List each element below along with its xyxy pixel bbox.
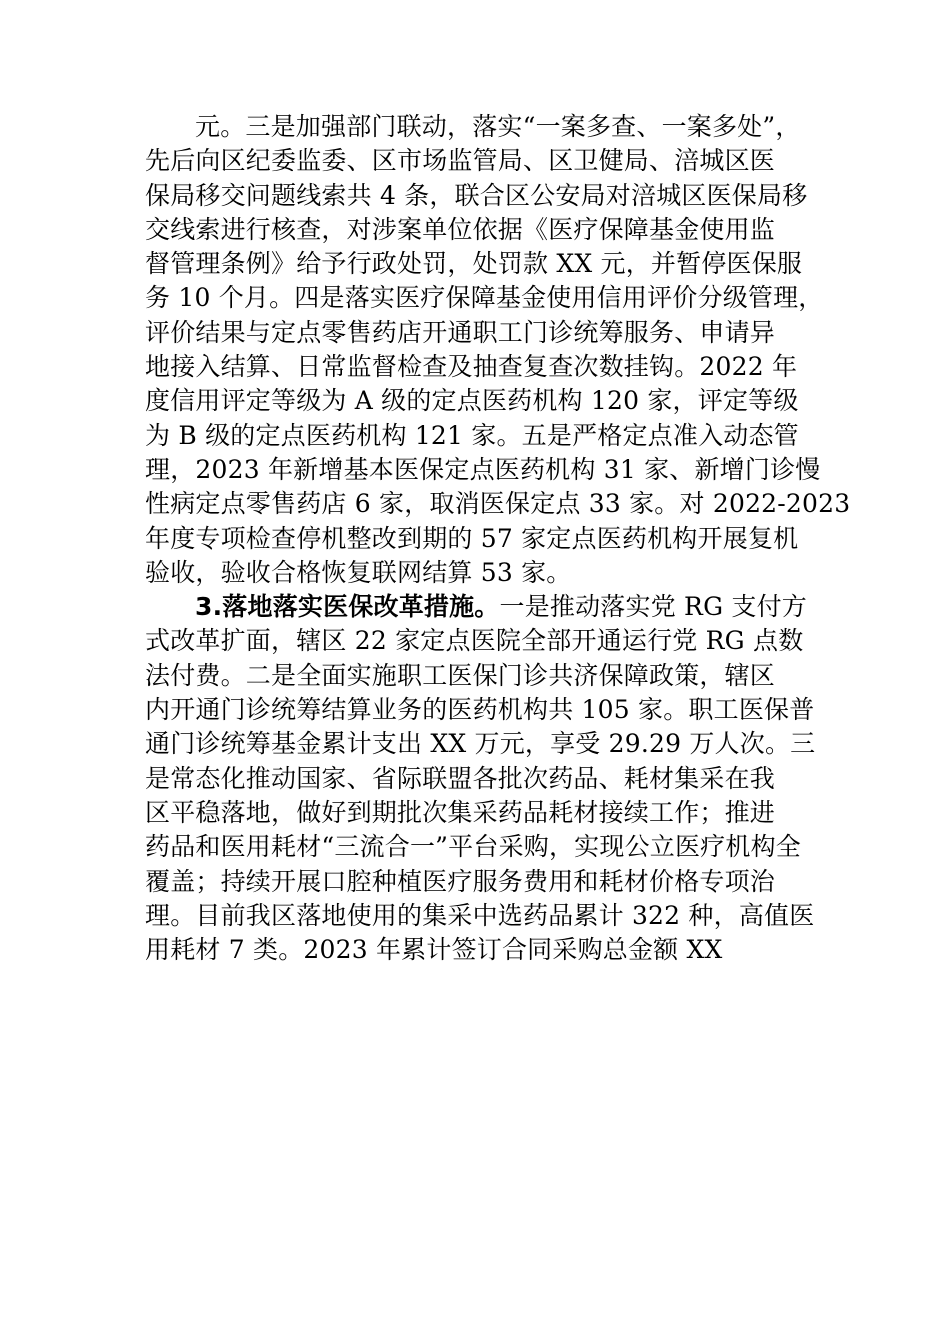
paragraph-line: 覆盖；持续开展口腔种植医疗服务费用和耗材价格专项治 xyxy=(145,866,776,896)
paragraph-line: 药品和医用耗材“三流合一”平台采购，实现公立医疗机构全 xyxy=(145,832,801,862)
paragraph-line: 性病定点零售药店 6 家，取消医保定点 33 家。对 2022-2023 xyxy=(145,489,851,519)
section-heading: 3.落地落实医保改革措施。 xyxy=(195,592,500,622)
paragraph-1 xyxy=(145,110,851,590)
paragraph-line: 度信用评定等级为 A 级的定点医药机构 120 家，评定等级 xyxy=(145,386,799,416)
paragraph-line: 内开通门诊统筹结算业务的医药机构共 105 家。职工医保普 xyxy=(145,695,815,725)
paragraph-first-line xyxy=(145,590,835,624)
paragraph-line: 交线索进行核查，对涉案单位依据《医疗保障基金使用监 xyxy=(145,214,776,244)
paragraph-line: 通门诊统筹基金累计支出 XX 万元，享受 29.29 万人次。三 xyxy=(145,729,816,759)
paragraph-line: 先后向区纪委监委、区市场监管局、区卫健局、涪城区医 xyxy=(145,146,776,176)
paragraph-line: 用耗材 7 类。2023 年累计签订合同采购总金额 XX xyxy=(145,935,723,965)
paragraph-line: 理，2023 年新增基本医保定点医药机构 31 家、新增门诊慢 xyxy=(145,454,821,484)
paragraph-line: 地接入结算、日常监督检查及抽查复查次数挂钩。2022 年 xyxy=(145,352,798,382)
paragraph-line: 区平稳落地，做好到期批次集采药品耗材接续工作；推进 xyxy=(145,797,776,827)
paragraph-2 xyxy=(145,590,835,967)
paragraph-line: 理。目前我区落地使用的集采中选药品累计 322 种，高值医 xyxy=(145,900,815,930)
paragraph-line: 评价结果与定点零售药店开通职工门诊统筹服务、申请异 xyxy=(145,317,776,347)
paragraph-line: 元。三是加强部门联动，落实“一案多查、一案多处”， xyxy=(195,112,801,141)
paragraph-line: 法付费。二是全面实施职工医保门诊共济保障政策，辖区 xyxy=(145,660,776,690)
paragraph-text: 一是推动落实党 RG 支付方 xyxy=(499,592,807,622)
paragraph-line: 验收，验收合格恢复联网结算 53 家。 xyxy=(145,557,572,587)
paragraph-line: 保局移交问题线索共 4 条，联合区公安局对涪城区医保局移 xyxy=(145,180,808,210)
paragraph-line: 式改革扩面，辖区 22 家定点医院全部开通运行党 RG 点数 xyxy=(145,626,804,656)
paragraph-line: 督管理条例》给予行政处罚，处罚款 XX 元，并暂停医保服 xyxy=(145,249,803,279)
document-page xyxy=(145,110,851,967)
paragraph-line: 是常态化推动国家、省际联盟各批次药品、耗材集采在我 xyxy=(145,763,776,793)
paragraph-line: 为 B 级的定点医药机构 121 家。五是严格定点准入动态管 xyxy=(145,420,799,450)
paragraph-line: 务 10 个月。四是落实医疗保障基金使用信用评价分级管理， xyxy=(145,283,824,313)
paragraph-line: 年度专项检查停机整改到期的 57 家定点医药机构开展复机 xyxy=(145,523,799,553)
